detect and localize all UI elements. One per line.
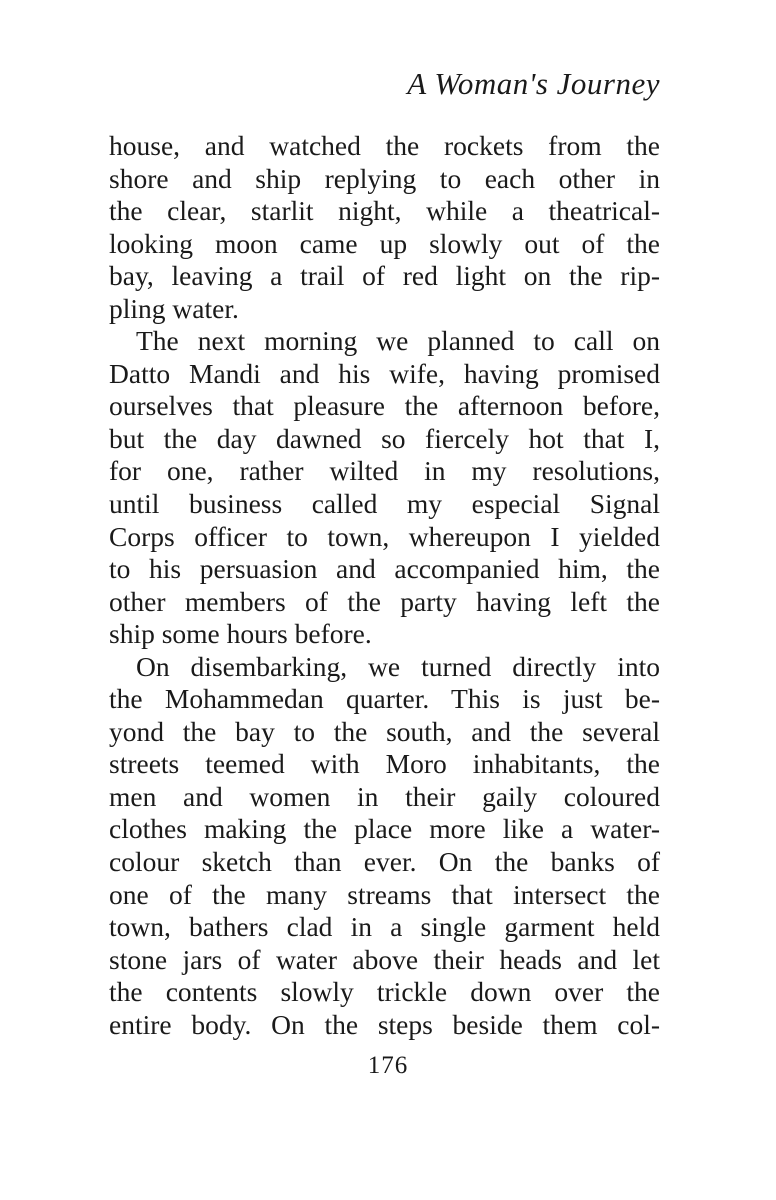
text-line: house, and watched the rockets from the [109, 130, 660, 161]
page-number: 176 [367, 1052, 409, 1079]
text-line: looking moon came up slowly out of the [109, 227, 660, 259]
text-line: Datto Mandi and his wife, having promised [109, 357, 660, 389]
text-line: bay, leaving a trail of red light on the rip- [109, 260, 660, 292]
text-line: ship some hours before. [109, 618, 372, 650]
text-line: pling water. [109, 292, 239, 324]
text-line: other members of the party having left the [109, 585, 660, 617]
body-text [109, 130, 660, 1041]
text-line: town, bathers clad in a single garment held [109, 911, 660, 943]
text-line: the Mohammedan quarter. This is just be- [109, 683, 660, 715]
text-line: the contents slowly trickle down over the [109, 976, 660, 1008]
text-line: colour sketch than ever. On the banks of [109, 846, 660, 878]
text-line: to his persuasion and accompanied him, the [109, 553, 660, 585]
text-line: yond the bay to the south, and the several [109, 715, 660, 747]
text-line: ourselves that pleasure the afternoon before, [109, 390, 660, 422]
text-line: but the day dawned so fiercely hot that I, [109, 422, 660, 454]
text-line: streets teemed with Moro inhabitants, the [109, 748, 660, 780]
text-line: one of the many streams that intersect the [109, 878, 660, 910]
text-line: clothes making the place more like a water- [109, 813, 660, 845]
text-line: for one, rather wilted in my resolutions, [109, 455, 660, 487]
text-line: On disembarking, we turned directly into [136, 650, 660, 682]
text-line: entire body. On the steps beside them col- [109, 1008, 660, 1040]
text-line: men and women in their gaily coloured [109, 780, 660, 812]
running-head: A Woman's Journey [407, 66, 660, 101]
text-line: until business called my especial Signal [109, 488, 660, 520]
text-line: Corps officer to town, whereupon I yielded [109, 520, 660, 552]
text-line: The next morning we planned to call on [136, 325, 660, 357]
text-line: stone jars of water above their heads and let [109, 943, 660, 975]
text-line: shore and ship replying to each other in [109, 162, 660, 194]
text-line: the clear, starlit night, while a theatrical- [109, 195, 660, 227]
